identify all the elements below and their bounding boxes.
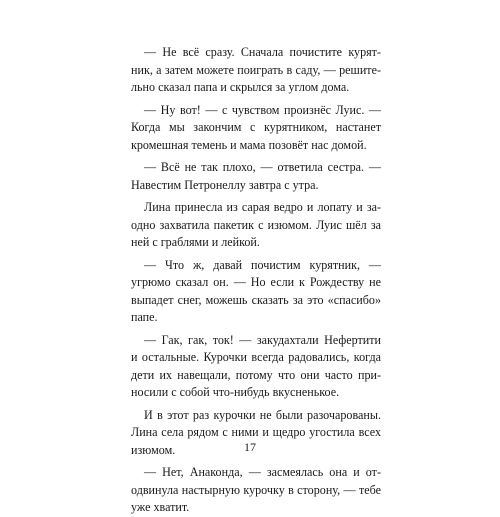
paragraph: [131, 332, 381, 402]
text-line: — Всё не так плохо, — ответила сестра. —: [144, 160, 381, 174]
text-line: — Гак, гак, ток! — закудахтали Нефертити: [144, 332, 381, 347]
text-line: одвинула настырную курочку в сторону, — тебе: [131, 482, 381, 497]
paragraph: [131, 257, 381, 327]
paragraph: [131, 159, 381, 194]
text-line: и остальные. Курочки всегда радовались, когда: [131, 350, 381, 364]
page-number: 17: [244, 440, 256, 454]
text-line: Когда мы закончим с курятником, настанет: [131, 120, 381, 134]
paragraph: [131, 464, 381, 517]
text-line: ник, а затем можете поиграть в саду, — решите-: [131, 62, 381, 77]
text-line: ней с граблями и лейкой.: [131, 235, 260, 249]
text-line: И в этот раз курочки не были разочарованы.: [144, 407, 381, 422]
text-line: Навестим Петронеллу завтра с утра.: [131, 177, 319, 192]
text-line: изюмом.: [131, 442, 176, 457]
text-line: — Не всё сразу. Сначала почистите курят-: [144, 45, 381, 59]
text-line: Лина принесла из сарая ведро и лопату и за-: [144, 200, 381, 214]
text-line: кромешная темень и мама позовёт нас домой.: [131, 137, 367, 152]
text-line: носили с собой что-нибудь вкусненькое.: [131, 385, 340, 399]
paragraph: [131, 199, 381, 252]
paragraph: [131, 102, 381, 155]
text-line: выпадет снег, можешь сказать за это «спасибо»: [131, 292, 381, 307]
text-line: льно сказал папа и скрылся за углом дома.: [131, 80, 350, 94]
text-line: — Нет, Анаконда, — засмеялась она и от-: [144, 465, 381, 479]
text-line: одно захватила пакетик с изюмом. Луис шёл за: [131, 217, 381, 232]
text-line: папе.: [131, 310, 158, 324]
text-line: Лина села рядом с ними и щедро угостила всех: [131, 425, 381, 439]
text-line: уже хватит.: [131, 500, 190, 514]
paragraph: [131, 44, 381, 97]
text-line: — Ну вот! — с чувством произнёс Луис. —: [144, 102, 381, 117]
text-line: — Что ж, давай почистим курятник, —: [144, 257, 381, 272]
text-line: дети их навещали, потому что они часто при-: [131, 367, 381, 382]
text-line: угрюмо сказал он. — Но если к Рождеству не: [131, 275, 381, 289]
